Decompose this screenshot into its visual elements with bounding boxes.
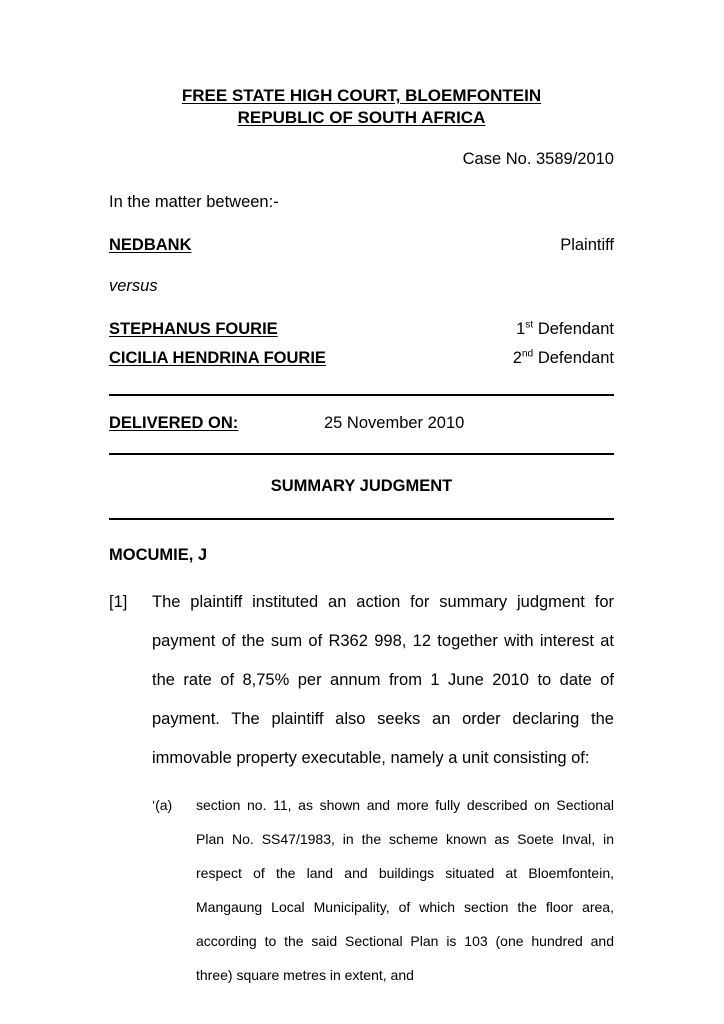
- horizontal-rule-middle: [109, 453, 614, 455]
- paragraph-1-text: The plaintiff instituted an action for summary judgment for payment of the sum of R362 998, 12 together with interest at the rate of 8,75% per annum from 1 June 2010 to date of payment. The plaintiff also seeks an order declaring the immovable property executable, namely a unit consisting of:: [152, 593, 614, 767]
- first-defendant-ordinal: 1: [516, 320, 526, 338]
- subparagraph-a: [109, 788, 614, 992]
- first-defendant-row: [109, 320, 614, 339]
- second-defendant-name: CICILIA HENDRINA FOURIE: [109, 349, 326, 367]
- first-defendant-role: [516, 320, 614, 339]
- horizontal-rule-top: [109, 394, 614, 396]
- plaintiff-row: [109, 236, 614, 255]
- paragraph-1-number: [1]: [109, 593, 128, 611]
- versus-label: versus: [109, 277, 158, 295]
- matter-intro: In the matter between:-: [109, 193, 279, 211]
- delivered-on-label: DELIVERED ON:: [109, 414, 239, 432]
- court-heading: [109, 0, 614, 128]
- paragraph-1: [109, 583, 614, 778]
- judge-name: MOCUMIE, J: [109, 546, 208, 564]
- second-defendant-ordinal: 2: [512, 349, 522, 367]
- first-defendant-name: STEPHANUS FOURIE: [109, 320, 278, 338]
- plaintiff-name: NEDBANK: [109, 236, 192, 254]
- second-defendant-role-label: Defendant: [537, 349, 614, 367]
- second-defendant-ordinal-suffix: nd: [521, 348, 534, 360]
- first-defendant-ordinal-suffix: st: [525, 319, 534, 331]
- case-number: Case No. 3589/2010: [462, 150, 614, 168]
- document-content: [109, 0, 614, 992]
- second-defendant-role: [513, 349, 614, 368]
- subparagraph-a-label: ‘(a): [152, 797, 173, 813]
- delivered-on-row: [109, 414, 614, 433]
- court-name-line: FREE STATE HIGH COURT, BLOEMFONTEIN: [181, 86, 542, 105]
- first-defendant-role-label: Defendant: [537, 320, 614, 338]
- horizontal-rule-bottom: [109, 518, 614, 520]
- delivered-on-date: 25 November 2010: [324, 414, 465, 432]
- republic-name-line: REPUBLIC OF SOUTH AFRICA: [237, 108, 486, 127]
- judgment-type-heading: SUMMARY JUDGMENT: [270, 477, 453, 495]
- plaintiff-role: Plaintiff: [560, 236, 614, 254]
- second-defendant-row: [109, 349, 614, 368]
- subparagraph-a-text: section no. 11, as shown and more fully described on Sectional Plan No. SS47/1983, in the scheme known as Soete Inval, in respect of the land and buildings situated at Bloemfontein, Mangaung Local Municipality, of which section the floor area, according to the said Sectional Plan is 103 (one hundred and three) square metres in extent, and: [196, 797, 614, 983]
